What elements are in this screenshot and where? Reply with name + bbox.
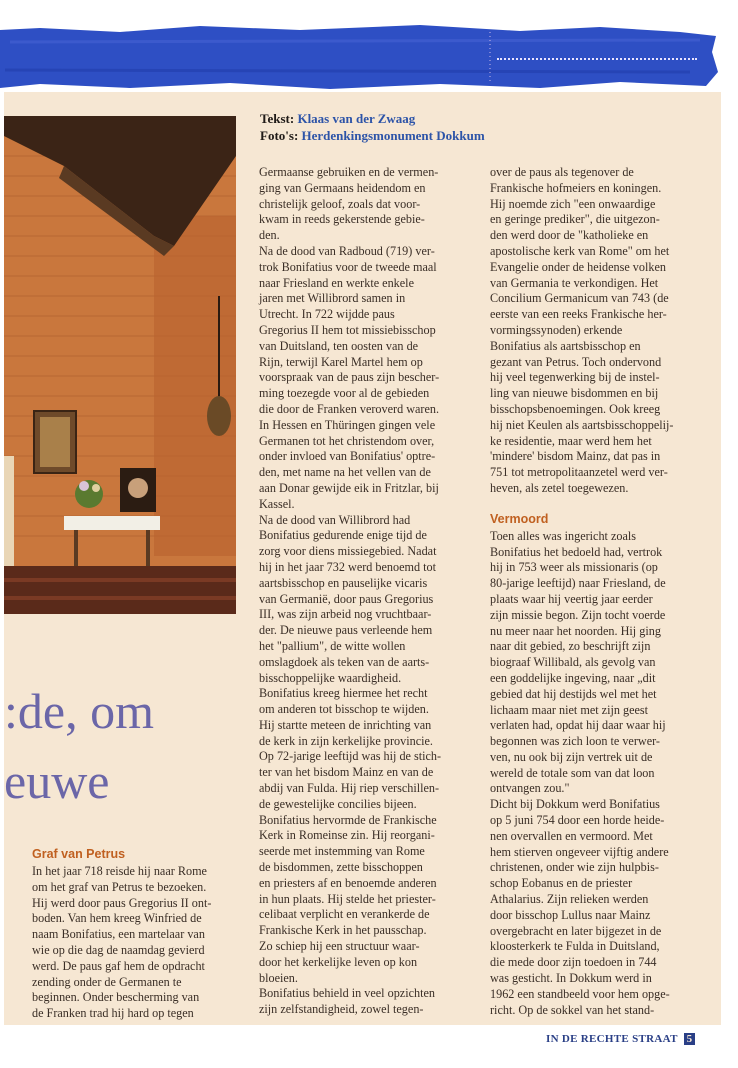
text-line: overgebracht en later bijgezet in de <box>490 923 662 938</box>
text-line: celibaat verplicht en verankerde de <box>259 907 430 922</box>
text-line: trok Bonifatius voor de tweede maal <box>259 259 437 274</box>
page-footer <box>546 1033 695 1045</box>
text-line: was gesticht. In Dokkum werd in <box>490 971 652 986</box>
left-column-body <box>32 864 244 1022</box>
text-line: Kerk in Romeinse zin. Hij reorgani- <box>259 828 435 843</box>
page-number: 5 <box>684 1033 696 1045</box>
text-line: bisschopsbenoemingen. Ook kreeg <box>490 401 661 416</box>
text-line: Kassel. <box>259 496 295 511</box>
text-line: Bonifatius het bedoeld had, vertrok <box>490 544 663 559</box>
text-line: die door de Franken veroverd waren. <box>259 401 440 416</box>
text-line: beginnen. Onder bescherming van <box>32 990 200 1005</box>
text-line: in hun plaats. Hij stelde het priester- <box>259 891 436 906</box>
text-line: het "pallium", de witte wollen <box>259 638 406 653</box>
text-line: ling van nieuwe bisdommen en bij <box>490 386 659 401</box>
text-line: In Hessen en Thüringen gingen vele <box>259 417 436 432</box>
text-line: jaren met Willibrord samen in <box>259 291 406 306</box>
text-line: en priesters af en benoemde anderen <box>259 875 437 890</box>
chapel-interior-photo <box>4 116 236 614</box>
text-line: wie op die dag de naamdag gevierd <box>32 942 205 957</box>
text-line: der. De nieuwe paus verleende hem <box>259 623 433 638</box>
text-line: de gewestelijke concilies bijeen. <box>259 796 417 811</box>
text-line: hem stierven ongeveer vijftig andere <box>490 844 669 859</box>
text-line: een goddelijke ingeving, naar „dit <box>490 670 656 685</box>
text-line: Frankische hofmeiers en koningen. <box>490 180 662 195</box>
text-line: verlaten had, opdat hij daar waar hij <box>490 718 666 733</box>
text-line: van Germanië, door paus Gregorius <box>259 591 434 606</box>
text-line: Evangelie onder de heidense volken <box>490 259 666 274</box>
text-line: onder invloed van Bonifatius' optre- <box>259 449 436 464</box>
text-line: de bisdommen, zette bisschoppen <box>259 860 423 875</box>
text-line: wereld de totale som van dat loon <box>490 765 655 780</box>
text-line: biograaf Willibald, als gevolg van <box>490 655 656 670</box>
text-line: Hij startte meteen de inrichting van <box>259 717 432 732</box>
text-line: 'mindere' bisdom Mainz, dat pas in <box>490 449 661 464</box>
text-line: hij veel tegenwerking bij de instel- <box>490 370 660 385</box>
text-line: apostolische kerk van Rome" om het <box>490 243 670 258</box>
text-line: 80-jarige leeftijd) naar Friesland, de <box>490 576 666 591</box>
text-line: Bonifatius als aartsbisschop en <box>490 338 641 353</box>
right-column-body-bottom <box>490 529 700 1019</box>
text-line: Bonifatius hervormde de Frankische <box>259 812 437 827</box>
text-line: Germaanse gebruiken en de vermen- <box>259 165 439 179</box>
text-line: om het graf van Petrus te bezoeken. <box>32 879 207 894</box>
text-line: 1962 een standbeeld voor hem opge- <box>490 986 670 1001</box>
pull-quote-line-1: :de, om <box>4 683 154 739</box>
section-heading-graf: Graf van Petrus <box>32 847 126 861</box>
text-line: Op 72-jarige leeftijd was hij de stich- <box>259 749 442 764</box>
text-line: Hij noemde zich "een onwaardige <box>490 196 656 211</box>
text-line: gezant van Petrus. Toch ondervond <box>490 354 662 369</box>
text-line: ging van Germaans heidendom en <box>259 180 426 195</box>
text-line: seerde met instemming van Rome <box>259 844 425 859</box>
text-line: om anderen tot bisschop te wijden. <box>259 702 429 717</box>
text-line: Athalarius. Zijn relieken werden <box>490 892 649 907</box>
text-line: schop Eobanus en de priester <box>490 876 633 891</box>
text-line: Toen alles was ingericht zoals <box>490 528 637 543</box>
text-line: van Germania te verkondigen. Het <box>490 275 659 290</box>
right-column-body-top <box>490 165 700 497</box>
text-line: gebied dat hij destijds wel met het <box>490 686 657 701</box>
text-line: de Franken trad hij hard op tegen <box>32 1006 194 1021</box>
text-line: Bonifatius gedurende enige tijd de <box>259 528 427 543</box>
middle-column <box>259 165 475 1018</box>
text-line: Dicht bij Dokkum werd Bonifatius <box>490 797 660 812</box>
brush-stroke-banner <box>0 22 722 92</box>
author-credit <box>260 110 485 127</box>
text-line: bisschoppelijke waardigheid. <box>259 670 402 685</box>
author-label: Tekst: <box>260 111 295 126</box>
text-line: den. <box>259 228 280 243</box>
text-line: vormingssynoden) erkende <box>490 322 623 337</box>
text-line: hij in 753 weer als missionaris (op <box>490 560 658 575</box>
text-line: boden. Van hem kreeg Winfried de <box>32 911 202 926</box>
text-line: ter van het bisdom Mainz en van de <box>259 765 434 780</box>
text-line: hij in het jaar 732 werd benoemd tot <box>259 559 437 574</box>
text-line: naar dit gebied, zo beschrijft zijn <box>490 639 651 654</box>
text-line: aan Donar gewijde eik in Fritzlar, bij <box>259 480 439 495</box>
text-line: lichaam maar niet met zijn geest <box>490 702 649 717</box>
dotted-rule <box>497 58 697 60</box>
text-line: eerste van een reeks Frankische her- <box>490 307 667 322</box>
text-line: op 5 juni 754 door een horde heide- <box>490 813 665 828</box>
text-line: zijn missie begon. Zijn tocht voerde <box>490 607 666 622</box>
magazine-title: IN DE RECHTE STRAAT <box>546 1033 678 1045</box>
text-line: Na de dood van Willibrord had <box>259 512 411 527</box>
text-line: de kerk in zijn kerkelijke provincie. <box>259 733 433 748</box>
text-line: abdij van Fulda. Hij riep verschillen- <box>259 781 440 796</box>
text-line: nen overvallen en vermoord. Met <box>490 828 653 843</box>
text-line: omslagdoek als teken van de aarts- <box>259 654 430 669</box>
text-line: christenen, onder wie zijn hulpbis- <box>490 860 659 875</box>
text-line: door bisschop Lullus naar Mainz <box>490 907 651 922</box>
text-line: 751 tot metropolitaanzetel werd ver- <box>490 465 668 480</box>
text-line: III, was zijn arbeid nog vruchtbaar- <box>259 607 432 622</box>
text-line: door het kerkelijke leven op kon <box>259 954 418 969</box>
text-line: Concilium Germanicum van 743 (de <box>490 291 669 306</box>
text-line: Gregorius II hem tot missiebisschop <box>259 322 436 337</box>
text-line: Germanen tot het christendom over, <box>259 433 435 448</box>
text-line: ke residentie, maar werd hem het <box>490 433 652 448</box>
middle-column-body <box>259 165 475 1018</box>
text-line: Bonifatius behield in veel opzichten <box>259 986 435 1001</box>
text-line: van Duitsland, ten oosten van de <box>259 338 419 353</box>
text-line: nu meer naar het noorden. Hij ging <box>490 623 661 638</box>
pull-quote-line-2: euwe <box>4 753 110 809</box>
text-line: voorspraak van de paus zijn bescher- <box>259 370 440 385</box>
text-line: In het jaar 718 reisde hij naar Rome <box>32 864 207 878</box>
text-line: Zo schiep hij een structuur waar- <box>259 939 420 954</box>
text-line: Bonifatius kreeg hiermee het recht <box>259 686 428 701</box>
text-line: Frankische Kerk in het pausschap. <box>259 923 427 938</box>
text-line: bloeien. <box>259 970 298 985</box>
text-line: over de paus als tegenover de <box>490 165 634 179</box>
text-line: en geringe prediker", die uitgezon- <box>490 212 660 227</box>
text-line: zorg voor diens missiegebied. Nadat <box>259 544 437 559</box>
header-banner <box>0 22 722 92</box>
text-line: Rijn, terwijl Karel Martel hem op <box>259 354 423 369</box>
text-line: die mede door zijn toedoen in 744 <box>490 955 657 970</box>
photo-credit <box>260 127 485 144</box>
text-line: ming toezegde voor al de gebieden <box>259 386 430 401</box>
text-line: ven, nu ook bij zijn vertrek uit de <box>490 749 653 764</box>
photo-label: Foto's: <box>260 128 299 143</box>
text-line: werd. De paus gaf hem de opdracht <box>32 958 205 973</box>
pull-quote <box>4 676 154 816</box>
article-credits <box>260 110 485 144</box>
text-line: plaats waar hij veertig jaar eerder <box>490 591 653 606</box>
section-heading-vermoord: Vermoord <box>490 511 549 526</box>
text-line: christelijk geloof, zoals dat voor- <box>259 196 421 211</box>
text-line: den, met name na het vellen van de <box>259 465 431 480</box>
text-line: zending onder de Germanen te <box>32 974 182 989</box>
text-line: den werd door de "katholieke en <box>490 228 649 243</box>
text-line: aartsbisschop en pauselijke vicaris <box>259 575 428 590</box>
text-line: kloosterkerk te Fulda in Duitsland, <box>490 939 660 954</box>
text-line: heven, als zetel toegewezen. <box>490 480 629 495</box>
text-line: begonnen was zich loon te verwer- <box>490 734 660 749</box>
text-line: naam Bonifatius, een martelaar van <box>32 927 205 942</box>
text-line: naar Friesland en werkte enkele <box>259 275 414 290</box>
author-name: Klaas van der Zwaag <box>297 111 416 126</box>
left-column <box>32 846 244 1022</box>
photo-source: Herdenkingsmonument Dokkum <box>301 128 485 143</box>
right-column <box>490 165 700 1018</box>
text-line: zijn zelfstandigheid, zowel tegen- <box>259 1002 424 1017</box>
text-line: Na de dood van Radboud (719) ver- <box>259 243 435 258</box>
text-line: richt. Op de sokkel van het stand- <box>490 1002 655 1017</box>
text-line: kwam in reeds gekerstende gebie- <box>259 212 425 227</box>
text-line: hij niet Keulen als aartsbisschoppelij- <box>490 417 674 432</box>
text-line: Hij werd door paus Gregorius II ont- <box>32 895 212 910</box>
text-line: Utrecht. In 722 wijdde paus <box>259 307 395 322</box>
text-line: ontvangen zou." <box>490 781 570 796</box>
